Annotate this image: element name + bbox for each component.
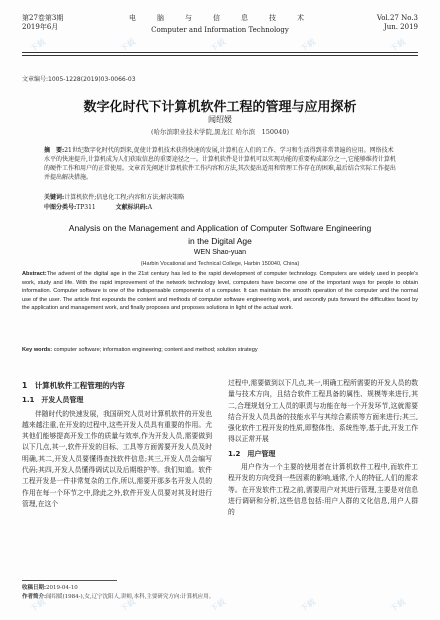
title-en-line2: in the Digital Age xyxy=(188,236,252,246)
keywords-cn-text: 计算机软件;信息化工程;内容和方法;解决策略 xyxy=(64,194,185,201)
keywords-en-text: computer software; information engineering; content and method; solution strategy xyxy=(53,347,258,353)
volume-en: Vol.27 No.3 xyxy=(376,14,418,22)
running-header xyxy=(22,14,418,44)
abstract-en-label: Abstract: xyxy=(22,271,47,277)
body-column-right xyxy=(228,378,418,519)
paper-title-en xyxy=(0,222,440,248)
header-rule-top xyxy=(22,52,418,53)
body-paragraph: 用户作为一个主要的使用者在计算机软件工程中,而软件工程开发的方向受到一些因素的影响,通常,个人的特征,人们的需求等。在开发软件工程之前,需要用户对其进行管理,主要是对信息进行调研和分析,这些信息包括:用户人群的文化信息,用户人群的 xyxy=(228,463,418,517)
abstract-cn xyxy=(44,146,396,182)
footnote-rule xyxy=(22,580,117,581)
clc-label: 中图分类号: xyxy=(44,204,77,211)
author-cn: 闻绍媛 xyxy=(208,115,232,124)
article-number: 文章编号:1005-1228(2019)03-0066-03 xyxy=(22,76,136,83)
watermark: 下载 xyxy=(388,37,408,54)
body-paragraph: 伴随时代的快速发展，我国研究人员对计算机软件的开发也越来越注重,在开发的过程中,这些开发人员具有重要的作用。尤其他们能够提高开发工作的质量与效率,作为开发人员,需要做到以下几点,其一,软件开发的目标、工具等方面需要开发人员及时明确,其二,开发人员要懂得查找软件信息;其三,开发人员会编写代码;其四,开发人员懂得调试以及后期维护等。我们知道。软件工程开发是一件非常复杂的工作,所以,需要开那多名开发人员的作用在每一个环节之中,除此之外,软件开发人员要对其及时进行管理,在这个 xyxy=(22,409,212,508)
subsection-heading: 1.2 用户管理 xyxy=(228,449,276,458)
keywords-en-label: Key words: xyxy=(22,347,53,353)
abstract-en xyxy=(22,270,418,313)
keywords-en xyxy=(22,346,418,355)
watermark: 下载 xyxy=(298,37,318,54)
clc-value: TP311 xyxy=(76,204,96,211)
affiliation-en: (Harbin Vocational and Technical College, Harbin 150040, China) xyxy=(140,261,300,267)
abstract-cn-label: 摘 要: xyxy=(44,147,65,154)
watermark: 下载 xyxy=(118,597,138,614)
date-cn: 2019年6月 xyxy=(22,23,59,31)
keywords-cn-label: 关键词: xyxy=(44,194,65,201)
journal-name-en: Computer and Information Technology xyxy=(151,26,289,34)
header-center xyxy=(22,14,418,35)
section-heading: 1 计算机软件工程管理的内容 xyxy=(22,381,125,390)
affiliation-cn: (哈尔滨职业技术学院,黑龙江 哈尔滨 150040) xyxy=(150,128,290,136)
volume-cn: 第27卷第3期 xyxy=(22,14,64,22)
header-right xyxy=(377,14,418,32)
keywords-cn xyxy=(44,193,396,202)
watermark: 下载 xyxy=(298,597,318,614)
body-column-left xyxy=(22,378,212,510)
watermark: 下载 xyxy=(388,597,408,614)
doc-code-label: 文献标识码: xyxy=(115,204,148,211)
title-en-line1: Analysis on the Management and Application of Computer Software Engineering xyxy=(68,223,372,233)
date-en: Jun. 2019 xyxy=(383,23,418,31)
received-label: 收稿日期: xyxy=(22,585,47,591)
watermark: 下载 xyxy=(28,37,48,54)
doc-code-value: A xyxy=(147,204,153,211)
author-bio-label: 作者简介: xyxy=(22,593,47,600)
author-bio-text: 闻绍媛(1984-),女,辽宁沈阳人,讲师,本科,主要研究方向:计算机应用。 xyxy=(46,593,215,600)
author-bio xyxy=(22,593,214,602)
author-en: WEN Shao-yuan xyxy=(193,249,247,256)
received-value: 2019-04-10 xyxy=(46,585,78,591)
watermark: 下载 xyxy=(118,37,138,54)
abstract-en-text: The advent of the digital age in the 21st century has led to the rapid development of computer technology. Computers are widely used in people's work, study and life. With the rapid improvement of the network technology level, computers have become one of the important ways for people to obtain information. Computer software is one of the indispensable components of a computer. It can maintain the smooth operation of the computer and the normal use of the user. The article first expounds the content and methods of computer software engineering work, and secondly puts forward the difficulties faced by the application and management work, and finally proposes and proposes solutions in light of the actual work. xyxy=(22,271,418,312)
body-paragraph: 过程中,需要做到以下几点,其一,明确工程所需要的开发人员的数量与技术方向，且结合软件工程具备的属性、规模等来进行,其二,合理规划分工人员的职责与功能在每一个开发环节,这就需要结合开发人员具备的技能水平与其综合素质等方面来进行;其三,强化软件工程开发的性质,即整体性、系统性等,基于此,开发工作得以正常开展 xyxy=(228,379,418,444)
paper-title-cn: 数字化时代下计算机软件工程的管理与应用探析 xyxy=(83,100,357,115)
watermark: 下载 xyxy=(208,597,228,614)
abstract-cn-text: 21世纪数字化时代的到来,促使计算机技术获得快速的发展,计算机在人们的工作、学习和生活得到非常普遍的应用。网络技术水平的快速提升,计算机成为人们获取信息的重要途径之一。计算机软件是计算机可以实现功能的重要构成部分之一,它能够维持计算机的硬件工作和用户的正常使用。文章首先阐述计算机软件工作内容和方法,其次提出适用和管理工作存在的困难,最后结合实际工作提出并提出解决措施。 xyxy=(44,147,396,181)
footnotes xyxy=(22,584,214,601)
classification xyxy=(44,203,396,212)
watermark: 下载 xyxy=(28,597,48,614)
journal-name-cn: 电 脑 与 信 息 技 术 xyxy=(129,14,311,22)
subsection-heading: 1.1 开发人员管理 xyxy=(22,396,84,405)
watermark: 下载 xyxy=(208,37,228,54)
received-date xyxy=(22,584,214,593)
header-rule-bottom xyxy=(22,55,418,56)
